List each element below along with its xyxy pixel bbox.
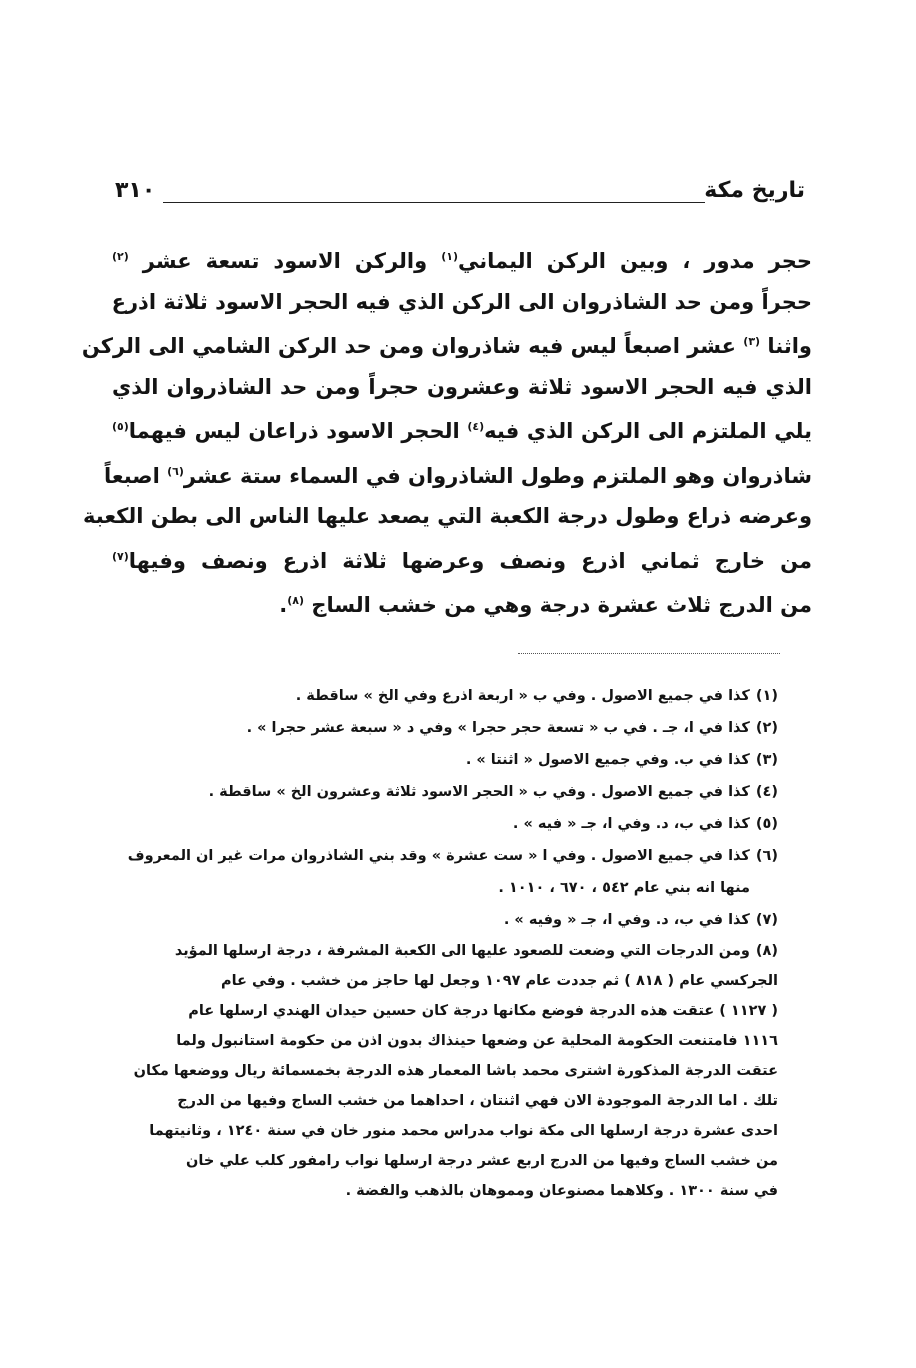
footnote-text-continued: ١١١٦ فامتنعت الحكومة المحلية عن وضعها حينذاك بدون اذن من حكومة استانبول ولما [176, 1033, 778, 1049]
footnote-number: (٤) [755, 784, 778, 800]
footnote-text-continued: من خشب الساج وفيها من الدرج اربع عشر درجة ارسلها نواب رامفور كلب علي خان [186, 1153, 778, 1169]
text-segment: شاذروان وهو الملتزم وطول الشاذروان في السماء ستة عشر [183, 463, 812, 488]
footnote-1 [130, 680, 778, 712]
text-line [112, 581, 812, 626]
text-line [112, 407, 812, 452]
text-segment: من الدرج ثلاث عشرة درجة وهي من خشب الساج [311, 593, 812, 617]
footnote-3 [130, 744, 778, 776]
running-header [115, 178, 805, 218]
footnote-text: كذا في جميع الاصول . وفي ب « الحجر الاسود ثلاثة وعشرون الخ » ساقطة . [208, 784, 750, 800]
footnote-ref[interactable]: (٤) [467, 420, 485, 433]
text-line [112, 237, 812, 282]
text-segment: حجر مدور ، وبين الركن اليماني [457, 249, 813, 273]
footnote-text: كذا في ب، د. وفي ا، جـ « فيه » . [512, 816, 750, 832]
text-segment: عشر اصبعاً ليس فيه شاذروان ومن حد الركن الشامي الى الركن [81, 334, 736, 358]
footnote-number: (٧) [755, 912, 778, 928]
text-line: وعرضه ذراع وطول درجة الكعبة التي يصعد عليها الناس الى بطن الكعبة [83, 504, 812, 528]
footnote-number: (١) [755, 688, 778, 704]
footnote-number: (٦) [755, 848, 778, 864]
footnote-text: كذا في ب. وفي جميع الاصول « اثنتا » . [465, 752, 750, 768]
text-segment: . [279, 593, 288, 617]
text-segment: الحجر الاسود ذراعان ليس فيهما [128, 419, 460, 443]
page-number: ٣١٠ [115, 178, 156, 203]
footnote-ref[interactable]: (٨) [287, 594, 305, 607]
footnote-text: كذا في ب، د. وفي ا، جـ « وفيه » . [503, 912, 750, 928]
footnote-7 [130, 904, 778, 936]
running-title: تاريخ مكة [704, 178, 805, 203]
text-segment: واثنا [767, 334, 812, 358]
footnote-2 [130, 712, 778, 744]
footnote-separator [518, 653, 780, 654]
footnotes [127, 680, 778, 1206]
text-segment: يلي الملتزم الى الركن الذي فيه [484, 419, 812, 443]
footnote-text-continued: في سنة ١٣٠٠ . وكلاهما مصنوعان ومموهان بالذهب والفضة . [345, 1183, 778, 1199]
main-text [81, 237, 813, 626]
footnote-text-continued: ( ١١٢٧ ) عتقت هذه الدرجة فوضع مكانها درجة كان حسين حيدان الهندي ارسلها عام [188, 1003, 778, 1019]
footnote-8 [130, 936, 778, 1206]
text-segment: والركن الاسود تسعة عشر [142, 249, 428, 273]
footnote-text-continued: احدى عشرة درجة ارسلها الى مكة نواب مدراس محمد منور خان في سنة ١٢٤٠ ، وثانيتهما [149, 1123, 778, 1139]
footnote-ref[interactable]: (٥) [112, 420, 129, 433]
footnote-ref[interactable]: (٣) [743, 335, 761, 348]
text-line: الذي فيه الحجر الاسود ثلاثة وعشرون حجراً ومن حد الشاذروان الذي [112, 374, 812, 399]
text-segment: من خارج ثماني اذرع ونصف وعرضها ثلاثة اذرع ونصف وفيها [128, 548, 812, 573]
footnote-text: كذا في جميع الاصول . وفي ا « ست عشرة » وقد بني الشاذروان مرات غير ان المعروف [127, 848, 750, 864]
footnote-text-continued: تلك . اما الدرجة الموجودة الان فهي اثنتان ، احداهما من خشب الساج وفيها من الدرج [177, 1093, 778, 1109]
footnote-number: (٨) [755, 943, 778, 959]
footnote-5 [130, 808, 778, 840]
footnote-number: (٢) [755, 720, 778, 736]
text-line [112, 537, 812, 582]
footnote-text: ومن الدرجات التي وضعت للصعود عليها الى الكعبة المشرفة ، درجة ارسلها المؤيد [174, 943, 750, 959]
footnote-number: (٣) [755, 752, 778, 768]
header-rule [163, 202, 705, 203]
footnote-text-continued: الجركسي عام ( ٨١٨ ) ثم جددت عام ١٠٩٧ وجعل لها حاجز من خشب . وفي عام [220, 973, 778, 989]
footnote-text-continued: منها انه بني عام ٥٤٢ ، ٦٧٠ ، ١٠١٠ . [498, 880, 750, 896]
text-line: حجراً ومن حد الشاذروان الى الركن الذي فيه الحجر الاسود ثلاثة اذرع [111, 289, 812, 314]
footnote-ref[interactable]: (٧) [112, 549, 129, 563]
footnote-ref[interactable]: (١) [441, 250, 458, 263]
footnote-6 [127, 840, 778, 904]
footnote-text: كذا في ا، جـ . في ب « تسعة حجر حجرا » وفي د « سبعة عشر حجرا » . [246, 720, 750, 736]
footnote-number: (٥) [755, 816, 778, 832]
text-line [104, 452, 812, 497]
footnote-ref[interactable]: (٦) [167, 464, 184, 478]
footnote-text: كذا في جميع الاصول . وفي ب « اربعة اذرع وفي الخ » ساقطة . [295, 688, 750, 704]
text-line [81, 322, 812, 367]
footnote-text-continued: عتقت الدرجة المذكورة اشترى محمد باشا المعمار هذه الدرجة بخمسمائة ريال ووضعها مكان [133, 1063, 778, 1079]
footnote-ref[interactable]: (٢) [112, 250, 129, 263]
footnote-4 [130, 776, 778, 808]
text-segment: اصبعاً [104, 463, 160, 488]
